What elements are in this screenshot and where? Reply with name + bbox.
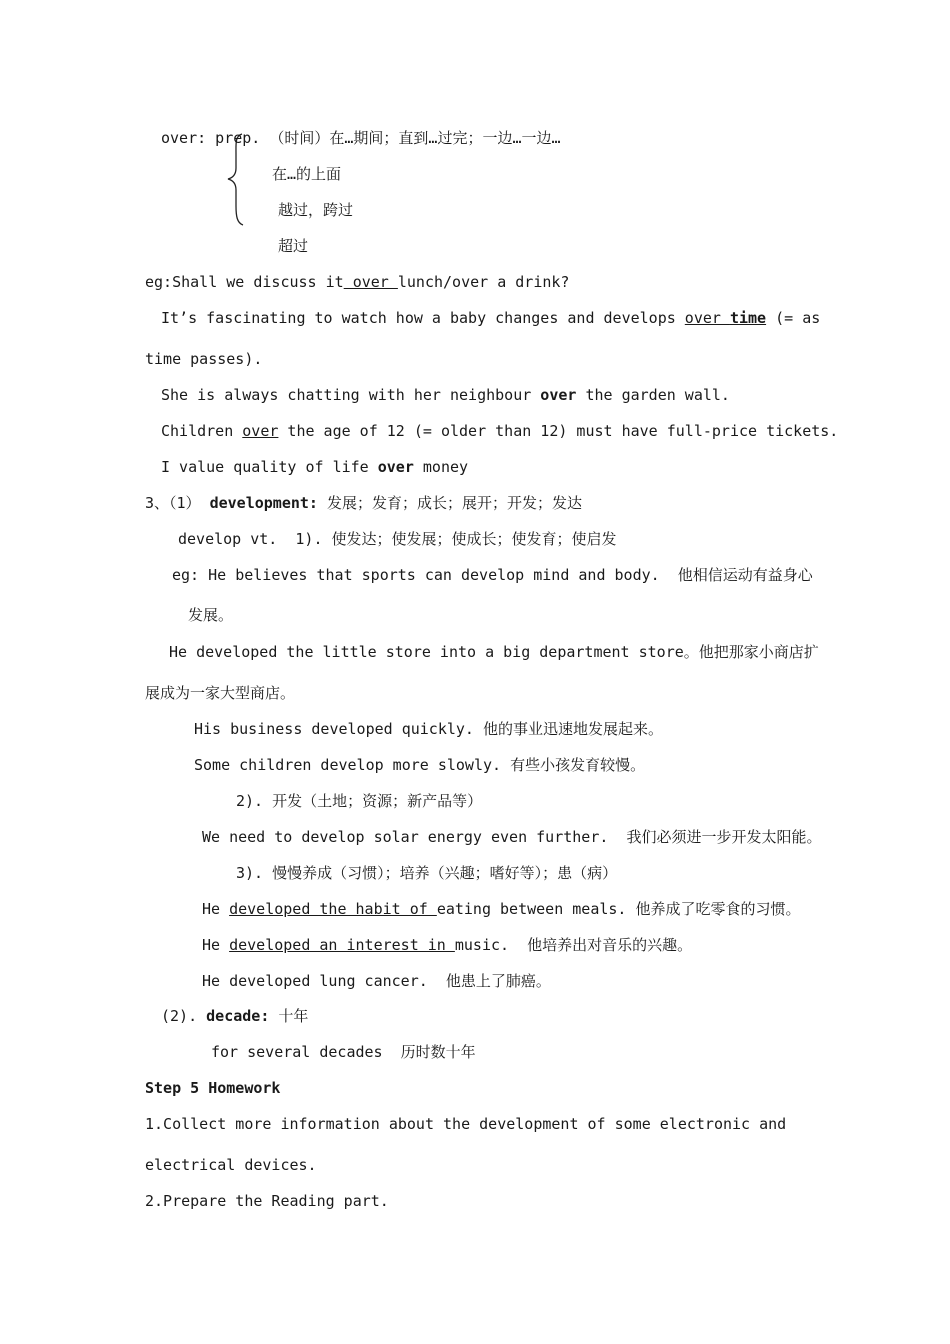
over-sense-1: （时间）在…期间；直到…过完；一边…一边… [269, 129, 561, 147]
over-sense-4: 超过 [278, 237, 309, 255]
develop-vt-sense-1: develop vt. 1). 使发达；使发展；使成长；使发育；使启发 [178, 530, 617, 548]
develop-example-1: eg: He believes that sports can develop mind and body. 他相信运动有益身心 [172, 566, 813, 584]
develop-example-8: He developed lung cancer. 他患上了肺癌。 [202, 972, 551, 990]
over-sense-2: 在…的上面 [272, 165, 342, 183]
decade-heading: (2). decade: 十年 [161, 1007, 309, 1025]
over-example-5: I value quality of life over money [161, 458, 469, 476]
over-example-3: She is always chatting with her neighbour over the garden wall. [161, 386, 730, 404]
development-heading: 3、（1） development: 发展；发育；成长；展开；开发；发达 [145, 494, 583, 512]
develop-example-5: We need to develop solar energy even further. 我们必须进一步开发太阳能。 [202, 828, 822, 846]
over-example-1: eg:Shall we discuss it over lunch/over a drink? [145, 273, 570, 291]
over-pos: over: prep. [161, 129, 261, 147]
decade-example: for several decades 历时数十年 [211, 1043, 476, 1061]
over-sense-3: 越过，跨过 [278, 201, 354, 219]
develop-example-1-cont: 发展。 [188, 606, 234, 624]
develop-example-3: His business developed quickly. 他的事业迅速地发展起来。 [194, 720, 663, 738]
develop-example-6: He developed the habit of eating between meals. 他养成了吃零食的习惯。 [202, 900, 801, 918]
develop-example-2-cont: 展成为一家大型商店。 [145, 684, 296, 702]
homework-item-2: 2.Prepare the Reading part. [145, 1192, 389, 1210]
develop-sense-3: 3). 慢慢养成（习惯）；培养（兴趣；嗜好等）；患（病） [236, 864, 618, 882]
over-example-2-cont: time passes). [145, 350, 263, 368]
homework-item-1-cont: electrical devices. [145, 1156, 317, 1174]
over-example-4: Children over the age of 12 (= older than 12) must have full-price tickets. [161, 422, 839, 440]
homework-item-1: 1.Collect more information about the development of some electronic and [145, 1115, 787, 1133]
develop-example-2: He developed the little store into a big department store。他把那家小商店扩 [169, 643, 819, 661]
over-heading [161, 128, 561, 148]
develop-example-7: He developed an interest in music. 他培养出对音乐的兴趣。 [202, 936, 693, 954]
homework-title: Step 5 Homework [145, 1079, 281, 1097]
develop-sense-2: 2). 开发（土地；资源；新产品等） [236, 792, 483, 810]
develop-example-4: Some children develop more slowly. 有些小孩发育较慢。 [194, 756, 646, 774]
over-example-2: It’s fascinating to watch how a baby changes and develops over time (= as [161, 309, 821, 327]
